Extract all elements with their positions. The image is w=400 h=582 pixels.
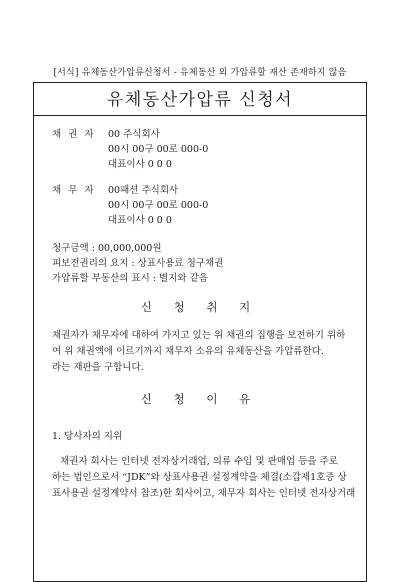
claim-amount: 청구금액 : 00,000,000원 xyxy=(52,243,162,254)
attached-property: 가압류할 부동산의 표시 : 별지와 같음 xyxy=(52,273,208,284)
creditor-label: 채 권 자 xyxy=(52,129,96,140)
reasons-subheading: 1. 당사자의 지위 xyxy=(52,431,123,442)
title-divider xyxy=(33,115,367,116)
claim-summary: 피보전권리의 요지 : 상표사용료 청구채권 xyxy=(52,258,224,269)
document-title: 유체동산가압류 신청서 xyxy=(106,90,294,110)
purpose-line-1: 채권자가 채무자에 대하여 가지고 있는 위 채권의 집행을 보전하기 위하 xyxy=(52,330,346,341)
reasons-line-2: 하는 법인으로서 “JDK”와 상표사용권 설정계약을 체결(소갑제1호증 상 xyxy=(52,472,347,483)
purpose-line-3: 라는 재판을 구합니다. xyxy=(52,362,144,373)
purpose-heading: 신 청 취 지 xyxy=(140,300,260,314)
reasons-line-3: 표사용권 설정계약서 참조)한 회사이고, 채무자 회사는 인터넷 전자상거래 xyxy=(52,488,356,499)
debtor-representative: 대표이사 0 0 0 xyxy=(108,215,172,226)
reasons-line-1: 채권자 회사는 인터넷 전자상거래업, 의류 수입 및 판매업 등을 주로 xyxy=(60,456,338,467)
form-caption: [서식] 유체동산가압류신청서 - 유체동산 외 가압류할 재산 존재하지 않음 xyxy=(53,68,347,78)
reasons-heading: 신 청 이 유 xyxy=(140,392,260,406)
debtor-name: 00패션 주식회사 xyxy=(108,185,179,196)
creditor-name: 00 주식회사 xyxy=(108,129,160,140)
creditor-address: 00시 00구 00로 000-0 xyxy=(108,144,209,155)
debtor-label: 채 무 자 xyxy=(52,185,96,196)
creditor-representative: 대표이사 0 0 0 xyxy=(108,159,172,170)
debtor-address: 00시 00구 00로 000-0 xyxy=(108,200,209,211)
purpose-line-2: 여 위 채권액에 이르기까지 채무자 소유의 유체동산을 가압류한다. xyxy=(52,346,324,357)
